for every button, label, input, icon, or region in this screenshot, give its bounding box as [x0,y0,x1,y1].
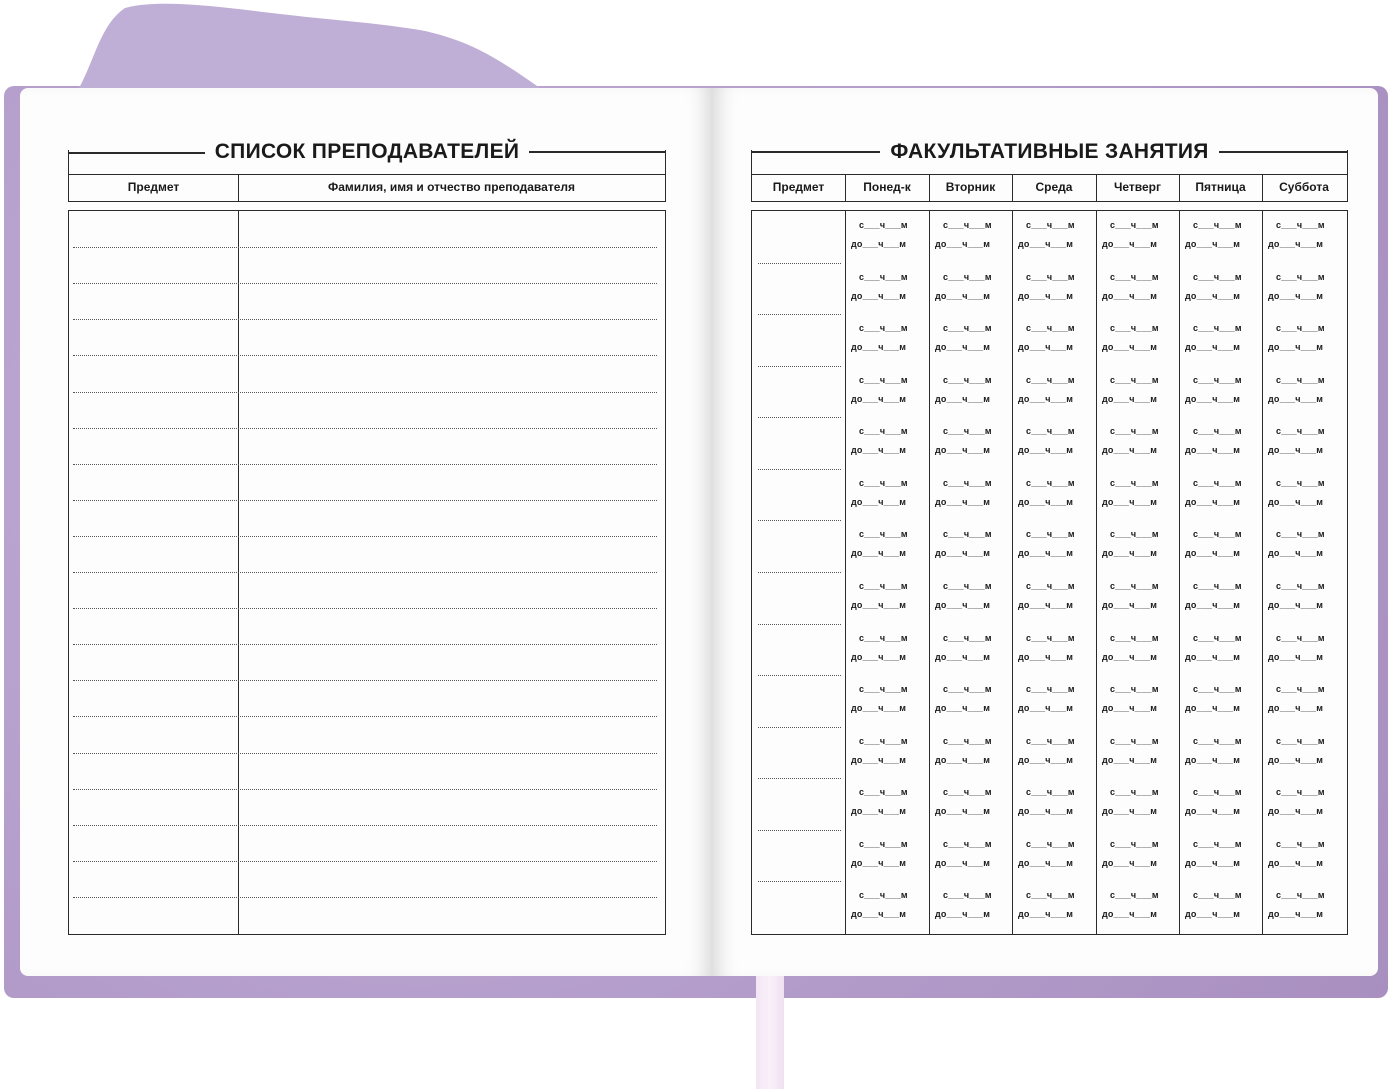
time-from-field[interactable]: с___ч___м [1110,323,1159,333]
time-to-field[interactable]: до___ч___м [1102,600,1158,610]
col-header-day: Пятница [1195,180,1246,194]
col-header-teacher-name: Фамилия, имя и отчество преподавателя [328,180,575,194]
time-from-field[interactable]: с___ч___м [943,890,992,900]
col-header-day: Среда [1035,180,1073,194]
time-from-field[interactable]: с___ч___м [1026,736,1075,746]
teacher-row-line [73,716,657,717]
body-col-divider [1262,211,1263,934]
time-to-field[interactable]: до___ч___м [1268,600,1324,610]
subject-row-line [758,675,841,676]
time-from-field[interactable]: с___ч___м [1276,633,1325,643]
subject-row-line [758,520,841,521]
col-header-day: Четверг [1113,180,1162,194]
time-from-field[interactable]: с___ч___м [1276,426,1325,436]
time-to-field[interactable]: до___ч___м [1185,445,1241,455]
time-from-field[interactable]: с___ч___м [1276,375,1325,385]
time-to-field[interactable]: до___ч___м [1018,909,1074,919]
time-to-field[interactable]: до___ч___м [851,291,907,301]
time-from-field[interactable]: с___ч___м [943,787,992,797]
time-to-field[interactable]: до___ч___м [935,703,991,713]
time-to-field[interactable]: до___ч___м [1268,909,1324,919]
time-to-field[interactable]: до___ч___м [1185,342,1241,352]
time-from-field[interactable]: с___ч___м [1276,529,1325,539]
time-from-field[interactable]: с___ч___м [1110,375,1159,385]
time-from-field[interactable]: с___ч___м [1276,890,1325,900]
time-to-field[interactable]: до___ч___м [1102,497,1158,507]
time-from-field[interactable]: с___ч___м [1193,839,1242,849]
time-to-field[interactable]: до___ч___м [935,445,991,455]
time-from-field[interactable]: с___ч___м [1026,633,1075,643]
time-to-field[interactable]: до___ч___м [1268,291,1324,301]
time-from-field[interactable]: с___ч___м [859,426,908,436]
time-from-field[interactable]: с___ч___м [943,633,992,643]
teacher-row-line [73,861,657,862]
teacher-row-line [73,392,657,393]
time-to-field[interactable]: до___ч___м [851,806,907,816]
time-to-field[interactable]: до___ч___м [1018,239,1074,249]
time-from-field[interactable]: с___ч___м [1193,272,1242,282]
subject-row-line [758,624,841,625]
time-to-field[interactable]: до___ч___м [1102,445,1158,455]
time-from-field[interactable]: с___ч___м [943,736,992,746]
time-to-field[interactable]: до___ч___м [1268,342,1324,352]
time-from-field[interactable]: с___ч___м [1276,684,1325,694]
time-from-field[interactable]: с___ч___м [1193,787,1242,797]
teacher-row-line [73,536,657,537]
time-from-field[interactable]: с___ч___м [1193,736,1242,746]
subject-row-line [758,469,841,470]
time-to-field[interactable]: до___ч___м [1185,291,1241,301]
subject-row-line [758,263,841,264]
time-to-field[interactable]: до___ч___м [1102,652,1158,662]
time-from-field[interactable]: с___ч___м [1110,272,1159,282]
time-to-field[interactable]: до___ч___м [1018,497,1074,507]
teacher-row-line [73,464,657,465]
time-to-field[interactable]: до___ч___м [851,548,907,558]
right-page-title: ФАКУЛЬТАТИВНЫЕ ЗАНЯТИЯ [890,140,1209,163]
time-from-field[interactable]: с___ч___м [859,323,908,333]
time-from-field[interactable]: с___ч___м [943,426,992,436]
time-from-field[interactable]: с___ч___м [859,890,908,900]
time-from-field[interactable]: с___ч___м [943,272,992,282]
time-from-field[interactable]: с___ч___м [859,478,908,488]
time-from-field[interactable]: с___ч___м [1110,736,1159,746]
time-from-field[interactable]: с___ч___м [1110,633,1159,643]
teacher-row-line [73,355,657,356]
time-from-field[interactable]: с___ч___м [943,220,992,230]
time-from-field[interactable]: с___ч___м [1026,839,1075,849]
subject-row-line [758,830,841,831]
time-from-field[interactable]: с___ч___м [1276,478,1325,488]
time-to-field[interactable]: до___ч___м [1018,600,1074,610]
teacher-row-line [73,283,657,284]
time-from-field[interactable]: с___ч___м [1026,890,1075,900]
time-from-field[interactable]: с___ч___м [1026,529,1075,539]
time-from-field[interactable]: с___ч___м [1276,220,1325,230]
time-to-field[interactable]: до___ч___м [935,342,991,352]
time-to-field[interactable]: до___ч___м [1185,652,1241,662]
teacher-row-line [73,608,657,609]
time-to-field[interactable]: до___ч___м [1018,755,1074,765]
col-header-subject: Предмет [127,180,180,194]
time-from-field[interactable]: с___ч___м [859,581,908,591]
time-from-field[interactable]: с___ч___м [859,220,908,230]
body-col-divider [845,211,846,934]
teacher-row-line [73,247,657,248]
time-from-field[interactable]: с___ч___м [943,839,992,849]
time-to-field[interactable]: до___ч___м [851,342,907,352]
time-to-field[interactable]: до___ч___м [935,806,991,816]
time-to-field[interactable]: до___ч___м [935,291,991,301]
time-from-field[interactable]: с___ч___м [943,684,992,694]
teacher-row-line [73,680,657,681]
time-from-field[interactable]: с___ч___м [1276,323,1325,333]
time-to-field[interactable]: до___ч___м [1185,755,1241,765]
time-to-field[interactable]: до___ч___м [1018,445,1074,455]
time-from-field[interactable]: с___ч___м [1110,529,1159,539]
col-header-day: Суббота [1279,180,1329,194]
teacher-row-line [73,644,657,645]
time-to-field[interactable]: до___ч___м [851,497,907,507]
left-page-title: СПИСОК ПРЕПОДАВАТЕЛЕЙ [214,140,520,163]
time-from-field[interactable]: с___ч___м [1193,375,1242,385]
time-from-field[interactable]: с___ч___м [1110,581,1159,591]
time-from-field[interactable]: с___ч___м [859,839,908,849]
time-to-field[interactable]: до___ч___м [1268,652,1324,662]
time-to-field[interactable]: до___ч___м [1268,703,1324,713]
subject-row-line [758,572,841,573]
ribbon-bookmark[interactable] [756,976,784,1089]
time-to-field[interactable]: до___ч___м [1102,291,1158,301]
teacher-row-line [73,825,657,826]
time-to-field[interactable]: до___ч___м [1018,548,1074,558]
time-to-field[interactable]: до___ч___м [1268,755,1324,765]
electives-table [751,210,1348,935]
time-from-field[interactable]: с___ч___м [859,529,908,539]
time-to-field[interactable]: до___ч___м [1185,909,1241,919]
time-from-field[interactable]: с___ч___м [1276,787,1325,797]
time-from-field[interactable]: с___ч___м [1110,684,1159,694]
time-to-field[interactable]: до___ч___м [935,755,991,765]
subject-row-line [758,366,841,367]
time-to-field[interactable]: до___ч___м [1185,239,1241,249]
subject-row-line [758,881,841,882]
time-to-field[interactable]: до___ч___м [851,755,907,765]
time-from-field[interactable]: с___ч___м [859,633,908,643]
time-from-field[interactable]: с___ч___м [1193,633,1242,643]
time-from-field[interactable]: с___ч___м [1276,736,1325,746]
time-to-field[interactable]: до___ч___м [1102,703,1158,713]
time-to-field[interactable]: до___ч___м [1185,600,1241,610]
subject-row-line [758,314,841,315]
time-from-field[interactable]: с___ч___м [1193,529,1242,539]
time-from-field[interactable]: с___ч___м [1193,478,1242,488]
time-to-field[interactable]: до___ч___м [1018,342,1074,352]
time-to-field[interactable]: до___ч___м [1185,548,1241,558]
time-from-field[interactable]: с___ч___м [1276,581,1325,591]
time-to-field[interactable]: до___ч___м [851,445,907,455]
time-to-field[interactable]: до___ч___м [1185,806,1241,816]
teacher-row-line [73,500,657,501]
time-to-field[interactable]: до___ч___м [1018,394,1074,404]
cover-flap [0,0,1392,100]
time-from-field[interactable]: с___ч___м [943,478,992,488]
subject-row-line [758,727,841,728]
time-to-field[interactable]: до___ч___м [851,858,907,868]
time-to-field[interactable]: до___ч___м [1185,394,1241,404]
time-from-field[interactable]: с___ч___м [1193,323,1242,333]
time-from-field[interactable]: с___ч___м [1110,787,1159,797]
time-from-field[interactable]: с___ч___м [859,787,908,797]
subject-row-line [758,417,841,418]
time-to-field[interactable]: до___ч___м [1018,806,1074,816]
time-to-field[interactable]: до___ч___м [1018,858,1074,868]
time-to-field[interactable]: до___ч___м [1102,806,1158,816]
time-to-field[interactable]: до___ч___м [1018,703,1074,713]
time-to-field[interactable]: до___ч___м [1268,497,1324,507]
col-header-subject: Предмет [772,180,825,194]
teacher-row-line [73,428,657,429]
time-to-field[interactable]: до___ч___м [1102,548,1158,558]
teacher-row-line [73,572,657,573]
time-to-field[interactable]: до___ч___м [1268,445,1324,455]
body-col-divider [1096,211,1097,934]
time-to-field[interactable]: до___ч___м [1018,652,1074,662]
time-from-field[interactable]: с___ч___м [859,272,908,282]
time-to-field[interactable]: до___ч___м [1268,548,1324,558]
time-to-field[interactable]: до___ч___м [1185,497,1241,507]
time-from-field[interactable]: с___ч___м [1110,478,1159,488]
col-header-day: Понед-к [863,180,911,194]
time-from-field[interactable]: с___ч___м [1276,272,1325,282]
time-to-field[interactable]: до___ч___м [935,239,991,249]
teachers-table [68,210,666,935]
time-from-field[interactable]: с___ч___м [1276,839,1325,849]
time-to-field[interactable]: до___ч___м [935,909,991,919]
time-from-field[interactable]: с___ч___м [1026,478,1075,488]
time-from-field[interactable]: с___ч___м [1193,220,1242,230]
time-from-field[interactable]: с___ч___м [1110,890,1159,900]
time-to-field[interactable]: до___ч___м [1185,703,1241,713]
time-to-field[interactable]: до___ч___м [935,652,991,662]
time-from-field[interactable]: с___ч___м [1193,426,1242,436]
time-from-field[interactable]: с___ч___м [1026,220,1075,230]
time-from-field[interactable]: с___ч___м [1110,426,1159,436]
time-to-field[interactable]: до___ч___м [935,497,991,507]
teacher-row-line [73,897,657,898]
time-from-field[interactable]: с___ч___м [1026,684,1075,694]
time-to-field[interactable]: до___ч___м [935,548,991,558]
time-from-field[interactable]: с___ч___м [1026,426,1075,436]
time-to-field[interactable]: до___ч___м [1102,755,1158,765]
time-from-field[interactable]: с___ч___м [1026,375,1075,385]
time-from-field[interactable]: с___ч___м [1193,581,1242,591]
time-from-field[interactable]: с___ч___м [1026,323,1075,333]
time-to-field[interactable]: до___ч___м [1102,909,1158,919]
time-to-field[interactable]: до___ч___м [851,703,907,713]
time-from-field[interactable]: с___ч___м [1110,220,1159,230]
time-to-field[interactable]: до___ч___м [851,909,907,919]
time-to-field[interactable]: до___ч___м [935,858,991,868]
body-col-divider [929,211,930,934]
left-header-box [68,150,666,202]
time-to-field[interactable]: до___ч___м [1102,394,1158,404]
time-from-field[interactable]: с___ч___м [1026,787,1075,797]
body-col-divider [1012,211,1013,934]
time-from-field[interactable]: с___ч___м [859,684,908,694]
time-to-field[interactable]: до___ч___м [1268,239,1324,249]
time-to-field[interactable]: до___ч___м [935,394,991,404]
time-to-field[interactable]: до___ч___м [1102,239,1158,249]
time-to-field[interactable]: до___ч___м [851,394,907,404]
time-to-field[interactable]: до___ч___м [1268,858,1324,868]
body-col-divider [1179,211,1180,934]
time-to-field[interactable]: до___ч___м [1102,342,1158,352]
time-to-field[interactable]: до___ч___м [1268,394,1324,404]
subject-row-line [758,778,841,779]
time-from-field[interactable]: с___ч___м [859,375,908,385]
time-to-field[interactable]: до___ч___м [851,239,907,249]
time-to-field[interactable]: до___ч___м [1102,858,1158,868]
time-to-field[interactable]: до___ч___м [851,600,907,610]
time-to-field[interactable]: до___ч___м [1018,291,1074,301]
right-header-box [751,150,1348,202]
col-header-day: Вторник [945,180,996,194]
time-from-field[interactable]: с___ч___м [943,375,992,385]
time-from-field[interactable]: с___ч___м [943,581,992,591]
time-to-field[interactable]: до___ч___м [851,652,907,662]
time-from-field[interactable]: с___ч___м [1026,581,1075,591]
time-from-field[interactable]: с___ч___м [859,736,908,746]
time-from-field[interactable]: с___ч___м [943,529,992,539]
time-to-field[interactable]: до___ч___м [1268,806,1324,816]
teacher-row-line [73,753,657,754]
time-from-field[interactable]: с___ч___м [1193,890,1242,900]
teacher-row-line [73,789,657,790]
time-from-field[interactable]: с___ч___м [943,323,992,333]
time-to-field[interactable]: до___ч___м [935,600,991,610]
time-from-field[interactable]: с___ч___м [1026,272,1075,282]
teacher-row-line [73,319,657,320]
time-from-field[interactable]: с___ч___м [1193,684,1242,694]
time-from-field[interactable]: с___ч___м [1110,839,1159,849]
time-to-field[interactable]: до___ч___м [1185,858,1241,868]
